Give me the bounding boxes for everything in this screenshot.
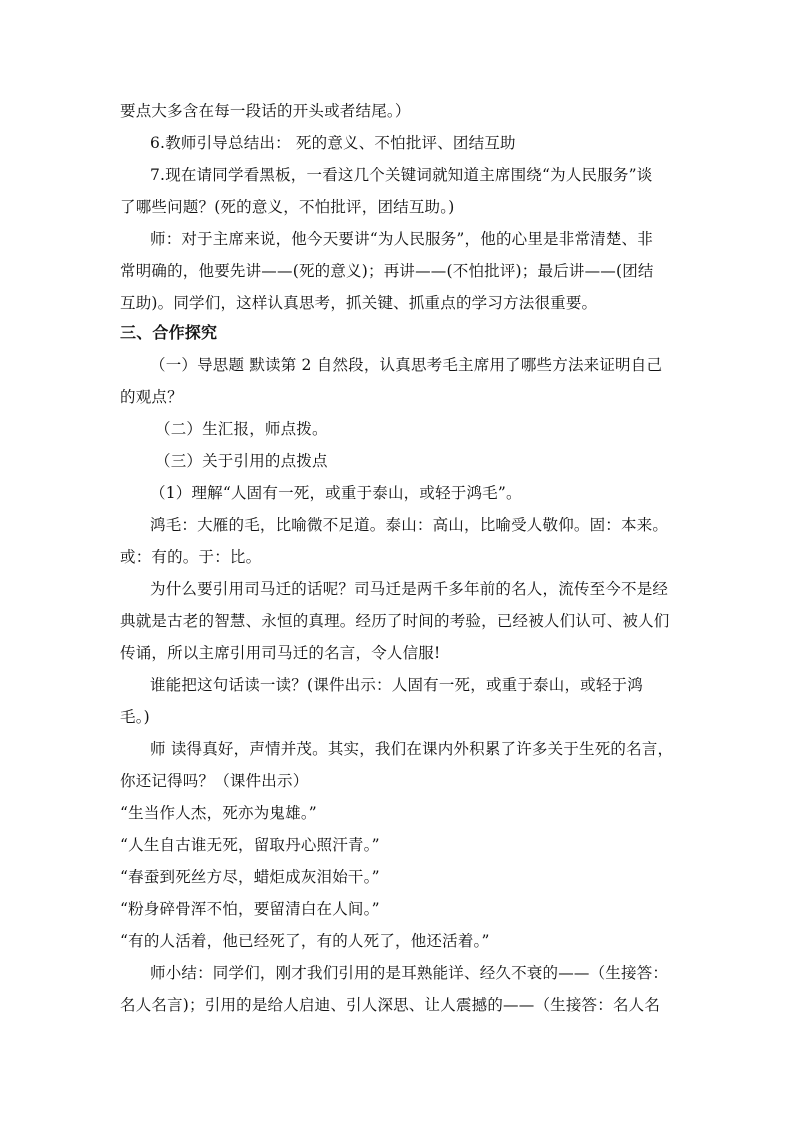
quote-line: “有的人活着，他已经死了，有的人死了，他还活着。” [120,932,490,950]
text-line: （一）导思题 默读第 2 自然段，认真思考毛主席用了哪些方法来证明自己 [150,356,663,374]
text-line: 6.教师引导总结出： 死的意义、不怕批评、团结互助 [150,134,516,152]
text-line: 毛。) [120,708,150,726]
quote-line: “生当作人杰，死亦为鬼雄。” [120,804,317,822]
text-line: 名人名言)；引用的是给人启迪、引人深思、让人震撼的——（生接答：名人名 [120,996,661,1014]
text-line: 谁能把这句话读一读？(课件出示：人固有一死，或重于泰山，或轻于鸿 [150,676,643,694]
text-line: 了哪些问题？(死的意义，不怕批评，团结互助。) [120,198,455,216]
text-line: 常明确的，他要先讲——(死的意义)；再讲——(不怕批评)；最后讲——(团结 [120,262,654,280]
quote-line: “春蚕到死丝方尽，蜡炬成灰泪始干。” [120,868,380,886]
text-line: （二）生汇报，师点拨。 [155,420,328,438]
text-line: 师：对于主席来说，他今天要讲“为人民服务”，他的心里是非常清楚、非 [150,230,653,248]
text-line: 鸿毛：大雁的毛，比喻微不足道。泰山：高山，比喻受人敬仰。固：本来。 [150,516,669,534]
quote-line: “人生自古谁无死，留取丹心照汗青。” [120,836,380,854]
section-heading: 三、合作探究 [120,323,218,342]
text-line: （1）理解“人固有一死，或重于泰山，或轻于鸿毛”。 [150,484,522,502]
text-line: 要点大多含在每一段话的开头或者结尾。） [120,102,411,120]
text-line: 传诵，所以主席引用司马迁的名言，令人信服! [120,644,441,662]
text-line: 的观点？ [120,388,183,406]
text-line: 师小结：同学们，刚才我们引用的是耳熟能详、经久不衰的——（生接答： [150,964,669,982]
text-line: 典就是古老的智慧、永恒的真理。经历了时间的考验，已经被人们认可、被人们 [120,612,670,630]
text-line: 你还记得吗？（课件出示） [120,772,309,790]
text-line: 为什么要引用司马迁的话呢？司马迁是两千多年前的名人，流传至今不是经 [150,580,669,598]
text-line: 或：有的。于：比。 [120,548,262,566]
text-line: （三）关于引用的点拨点 [155,452,328,470]
text-line: 师 读得真好，声情并茂。其实，我们在课内外积累了许多关于生死的名言， [150,740,674,758]
quote-line: “粉身碎骨浑不怕，要留清白在人间。” [120,900,380,918]
text-line: 7.现在请同学看黑板，一看这几个关键词就知道主席围绕“为人民服务”谈 [150,166,653,184]
text-line: 互助)。同学们，这样认真思考，抓关键、抓重点的学习方法很重要。 [120,294,598,312]
